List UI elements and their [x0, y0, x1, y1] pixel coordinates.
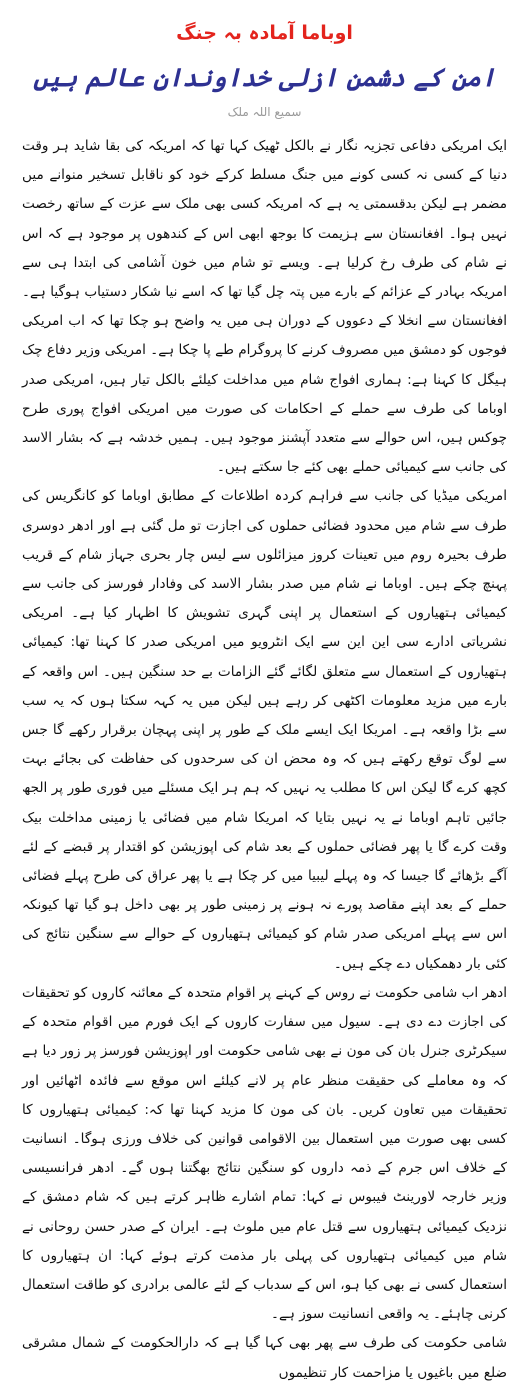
paragraph: شامی حکومت کی طرف سے پھر بھی کہا گیا ہے کہ دارالحکومت کے شمال مشرقی ضلع میں باغیوں یا مزاحمت کار تنظیموں — [22, 1335, 507, 1381]
byline-author: سمیع اللہ ملک — [227, 105, 302, 119]
paragraph: ایک امریکی دفاعی تجزیہ نگار نے بالکل ٹھیک کہا تھا کہ امریکہ کی بقا شاید ہر وقت دنیا کے کسی نہ کسی کونے میں جنگ مسلط کرکے خود کو ناقابل تسخیر منوانے میں مضمر ہے لیکن بدقسمتی یہ ہے کہ امریکہ کسی بھی ملک سے عزت کے ساتھ رخصت نہیں ہوا۔ افغانستان سے ہزیمت کا بوجھ ابھی اس کے کندھوں پر موجود ہے کہ اس نے شام کی طرف رخ کرلیا ہے۔ ویسے تو شام میں خون آشامی کی ابتدا ہی سے امریکہ بہادر کے عزائم کے بارے میں پتہ چل گیا تھا کہ اسے نیا شکار دستیاب ہوگیا ہے۔ افغانستان سے انخلا کے دعووں کے دوران ہی میں یہ واضح ہو چکا تھا کہ اب امریکی فوجوں کو دمشق میں مصروف کرنے کا پروگرام طے پا چکا ہے۔ امریکی وزیر دفاع چک ہیگل کا کہنا ہے: ہماری افواج شام میں مداخلت کیلئے بالکل تیار ہیں، امریکی صدر اوباما کی طرف سے حملے کے احکامات کی صورت میں امریکی افواج پوری طرح چوکس ہیں، اس حوالے سے متعدد آپشنز موجود ہیں۔ ہمیں خدشہ ہے کہ بشار الاسد کی جانب سے کیمیائی حملے بھی کئے جا سکتے ہیں۔ — [22, 138, 507, 476]
paragraph: امریکی میڈیا کی جانب سے فراہم کردہ اطلاعات کے مطابق اوباما کو کانگریس کی طرف سے شام میں محدود فضائی حملوں کی اجازت تو مل گئی ہے اور ادھر دوسری طرف بحیرہ روم میں تعینات کروز میزائلوں سے لیس چار بحری جہاز شام کے قریب پہنچ چکے ہیں۔ اوباما نے شام میں صدر بشار الاسد کی وفادار فورسز کی جانب سے کیمیائی ہتھیاروں کے استعمال پر اپنی گہری تشویش کا اظہار کیا ہے۔ امریکی نشریاتی ادارے سی این این سے ایک انٹرویو میں امریکی صدر کا کہنا تھا: کیمیائی ہتھیاروں کے استعمال سے متعلق لگائے گئے الزامات بے حد سنگین ہیں۔ اس واقعہ کے بارے میں مزید معلومات اکٹھی کر رہے ہیں لیکن میں یہ کہہ سکتا ہوں کہ یہ سب سے بڑا واقعہ ہے۔ امریکا ایک ایسے ملک کے طور پر اپنی پہچان برقرار رکھے گا جس سے لوگ توقع رکھتے ہیں کہ وہ محض ان کی سرحدوں کی حفاظت کی بجائے بہت کچھ کرے گا لیکن اس کا مطلب یہ نہیں کہ ہم ہر ایک مسئلے میں فوری طور پر الجھ جائیں تاہم اوباما نے یہ نہیں بتایا کہ امریکا شام میں فضائی یا زمینی مداخلت بیک وقت کرے گا یا پھر فضائی حملوں کے بعد شام کی اپوزیشن کو اقتدار پر قبضے کے لئے آگے بڑھائے گا جیسا کہ وہ پہلے لیبیا میں کر چکا ہے یا پھر عراق کی طرح پہلے فضائی حملے کے بعد اپنے مقاصد پورے نہ ہونے پر زمینی طور پر بھی داخل ہو گیا تھا کیونکہ اس سے پہلے امریکی صدر شام کو کیمیائی ہتھیاروں کے حوالے سے سنگین نتائج کی کئی بار دھمکیاں دے چکے ہیں۔ — [22, 488, 507, 972]
article-body — [22, 132, 507, 1388]
headline: امن کے دشمنِ ازلی خداوندانِ عالم ہیں — [33, 63, 496, 92]
paragraph: ادھر اب شامی حکومت نے روس کے کہنے پر اقوام متحدہ کے معائنہ کاروں کو تحقیقات کی اجازت دے دی ہے۔ سیول میں سفارت کاروں کے ایک فورم میں اقوام متحدہ کے سیکرٹری جنرل بان کی مون نے بھی شامی حکومت اور اپوزیشن فورسز پر زور دیا ہے کہ وہ معاملے کی حقیقت منظر عام پر لانے کیلئے اس موقع سے فائدہ اٹھائیں اور تحقیقات میں تعاون کریں۔ بان کی مون کا مزید کہنا تھا کہ: کیمیائی ہتھیاروں کا کسی بھی صورت میں استعمال بین الاقوامی قوانین کی خلاف ورزی ہوگا۔ انسانیت کے خلاف اس جرم کے ذمہ داروں کو سنگین نتائج بھگتنا ہوں گے۔ ادھر فرانسیسی وزیر خارجہ لاورینٹ فیبوس نے کہا: تمام اشارے ظاہر کرتے ہیں کہ شام دمشق کے نزدیک کیمیائی ہتھیاروں سے قتل عام میں ملوث ہے۔ ایران کے صدر حسن روحانی نے شام میں کیمیائی ہتھیاروں کی پہلی بار مذمت کرتے ہوئے کہا: ان ہتھیاروں کا استعمال کسی نے بھی کیا ہو، اس کے سدباب کے لئے عالمی برادری کو طاقت استعمال کرنی چاہئے۔ یہ واقعی انسانیت سوز ہے۔ — [22, 984, 507, 1323]
kicker-title: اوباما آمادہ بہ جنگ — [176, 22, 353, 44]
